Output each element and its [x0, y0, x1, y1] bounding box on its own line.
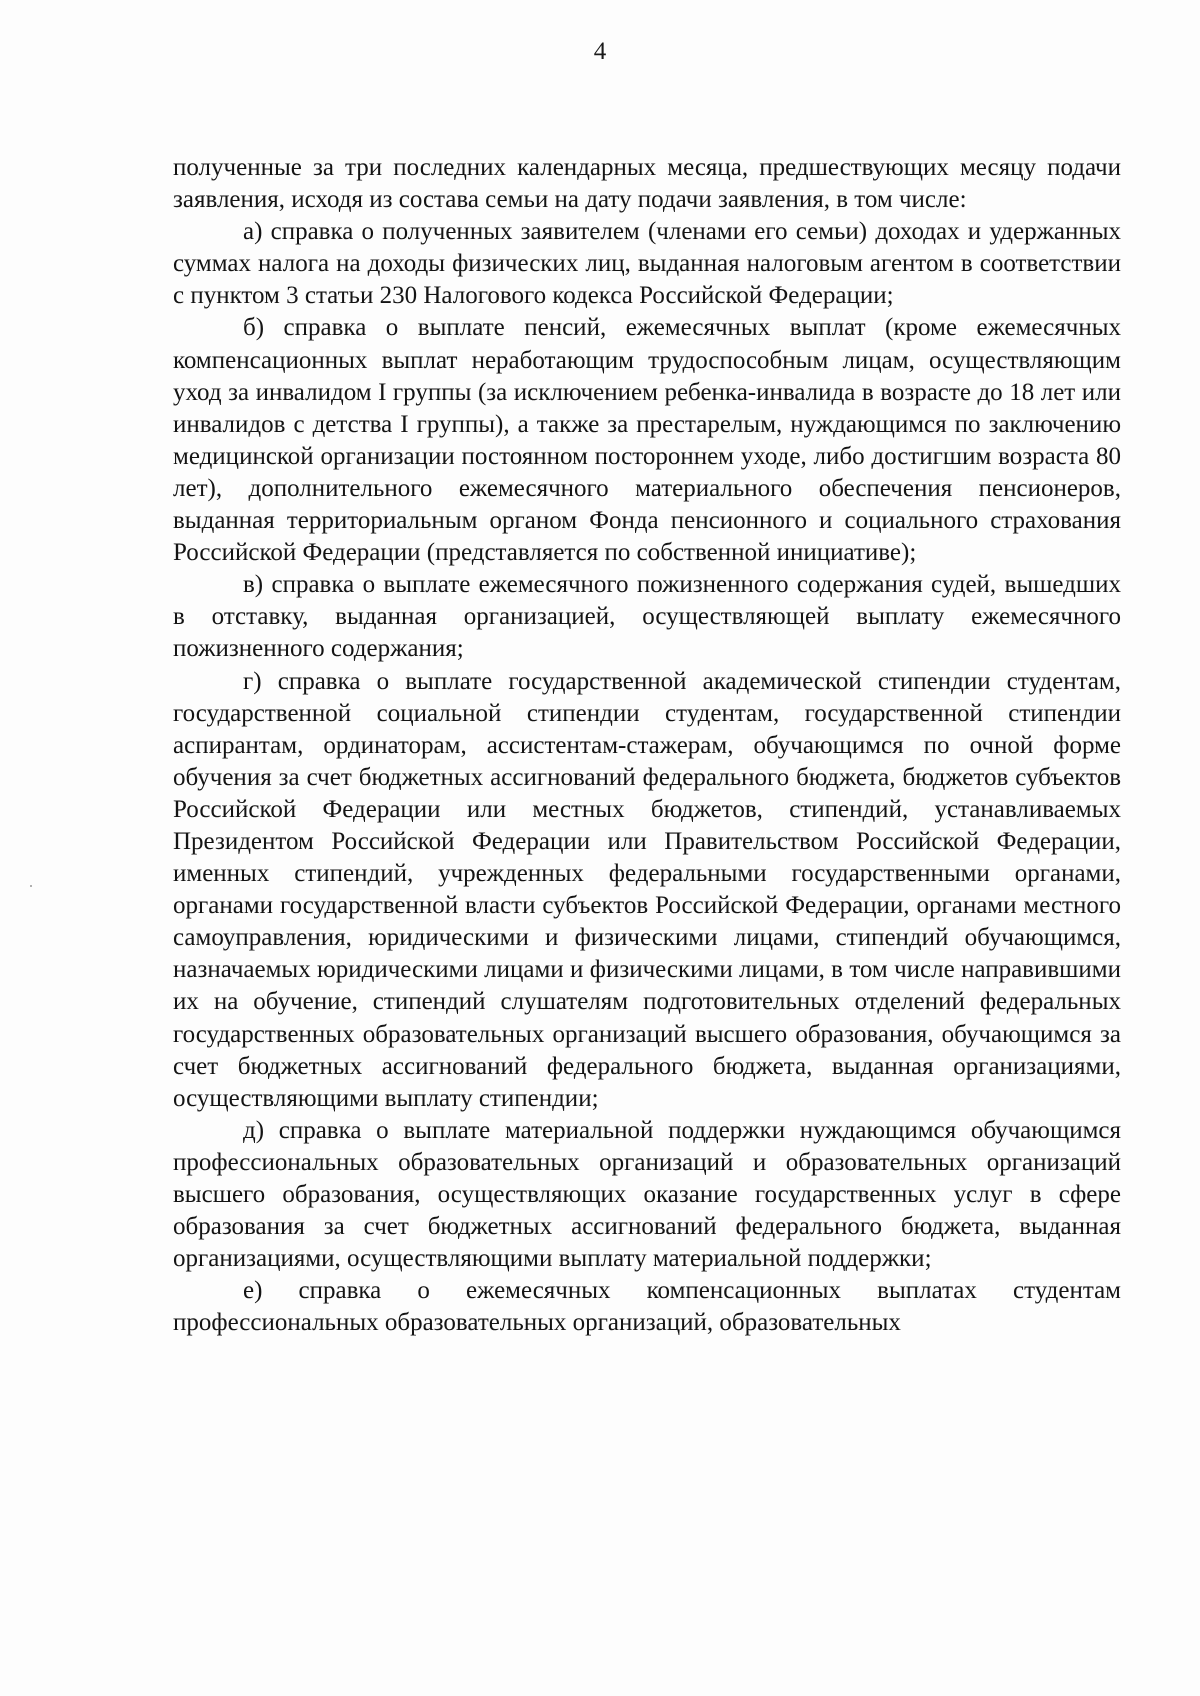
- page-number: 4: [593, 38, 607, 65]
- paragraph-item-v: в) справка о выплате ежемесячного пожизненного содержания судей, вышедших в отставку, выданная организацией, осуществляющей выплату ежемесячного пожизненного содержания;: [173, 571, 1121, 663]
- scan-artifact: [30, 885, 32, 887]
- paragraph-item-g: г) справка о выплате государственной академической стипендии студентам, государственной социальной стипендии студентам, государственной стипендии аспирантам, ординаторам, ассистентам-стажерам, обучающимся по очной форме обучения за счет бюджетных ассигнований федерального бюджета, бюджетов субъектов Российской Федерации или местных бюджетов, стипендий, устанавливаемых Президентом Российской Федерации или Правительством Российской Федерации, именных стипендий, учрежденных федеральными государственными органами, органами государственной власти субъектов Российской Федерации, органами местного самоуправления, юридическими и физическими лицами, стипендий обучающимся, назначаемых юридическими лицами и физическими лицами, в том числе направившими их на обучение, стипендий слушателям подготовительных отделений федеральных государственных образовательных организаций высшего образования, обучающимся за счет бюджетных ассигнований федерального бюджета, выданная организациями, осуществляющими выплату стипендии;: [173, 667, 1121, 1112]
- paragraph-item-e: е) справка о ежемесячных компенсационных выплатах студентам профессиональных образовательных организаций, образовательных: [173, 1277, 1121, 1337]
- paragraph-item-a: а) справка о полученных заявителем (членами его семьи) доходах и удержанных суммах налога на доходы физических лиц, выданная налоговым агентом в соответствии с пунктом 3 статьи 230 Налогового кодекса Российской Федерации;: [173, 218, 1121, 310]
- paragraph-item-b: б) справка о выплате пенсий, ежемесячных выплат (кроме ежемесячных компенсационных выплат неработающим трудоспособным лицам, осуществляющим уход за инвалидом I группы (за исключением ребенка-инвалида в возрасте до 18 лет или инвалидов с детства I группы), а также за престарелым, нуждающимся по заключению медицинской организации постоянном постороннем уходе, либо достигшим возраста 80 лет), дополнительного ежемесячного материального обеспечения пенсионеров, выданная территориальным органом Фонда пенсионного и социального страхования Российской Федерации (представляется по собственной инициативе);: [173, 314, 1121, 567]
- document-body: [173, 152, 1121, 1339]
- paragraph-item-d: д) справка о выплате материальной поддержки нуждающимся обучающимся профессиональных образовательных организаций и образовательных организаций высшего образования, осуществляющих оказание государственных услуг в сфере образования за счет бюджетных ассигнований федерального бюджета, выданная организациями, осуществляющими выплату материальной поддержки;: [173, 1116, 1121, 1273]
- paragraph-intro: полученные за три последних календарных месяца, предшествующих месяцу подачи заявления, исходя из состава семьи на дату подачи заявления, в том числе:: [173, 154, 1121, 214]
